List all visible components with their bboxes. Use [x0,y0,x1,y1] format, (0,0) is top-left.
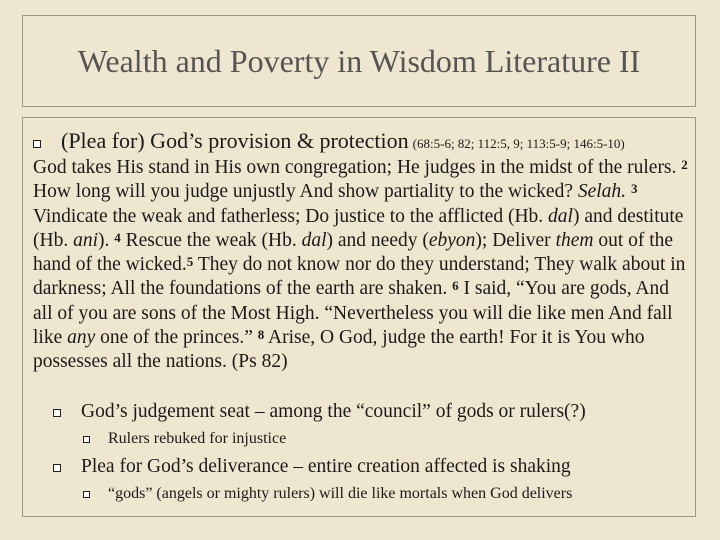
psalm-text: How long will you judge unjustly And show partiality to the wicked? [33,181,578,203]
psalm-text: ) and destitute (Hb. [33,205,684,251]
sub-bullet-text: Rulers rebuked for injustice [108,430,287,447]
psalm-text-italic: dal [301,229,327,251]
verse-number: 6 [452,278,459,294]
content-box [22,117,696,517]
slide-title: Wealth and Poverty in Wisdom Literature II [77,42,641,79]
psalm-text: ). [98,229,115,251]
sub-bullet-rulers [83,430,286,448]
psalm-text: I said, “You are gods, And all of you are sons of the Most High. “Nevertheless you will die like men And fall like [33,278,673,349]
psalm-text-italic: ebyon [428,229,476,251]
psalm-text-italic: ani [73,229,98,251]
verse-number: 4 [114,229,121,245]
heading-text: (Plea for) God’s provision & protection [61,128,409,153]
psalm-text: Arise, O God, judge the earth! For it is You who possesses all the nations. (Ps 82) [33,327,645,373]
heading-refs: (68:5-6; 82; 112:5, 9; 113:5-9; 146:5-10) [412,136,625,151]
verse-number: 2 [681,157,688,172]
psalm-text-italic: Selah. [577,181,627,203]
bullet-text: God’s judgement seat – among the “council” of gods or rulers(?) [81,401,586,422]
verse-number: 8 [257,327,265,343]
psalm-text: out of the hand of the wicked. [33,229,674,276]
verse-number: 3 [630,181,638,197]
psalm-text: Rescue the weak (Hb. [120,229,302,251]
sub-bullet-gods [83,485,572,503]
psalm-paragraph [33,156,693,375]
square-bullet-icon [53,464,61,472]
sub-bullet-text: “gods” (angels or mighty rulers) will die like mortals when God delivers [108,485,573,502]
psalm-text-italic: them [555,229,594,251]
square-bullet-icon [83,491,90,498]
square-bullet-icon [33,140,41,148]
psalm-text-italic: dal [548,205,573,227]
psalm-text: They do not know nor do they understand; They walk about in darkness; All the foundations of the earth are shaken. [33,254,686,300]
psalm-text-italic: any [67,327,96,349]
psalm-text: one of the princes.” [95,327,258,349]
psalm-text: ); Deliver [475,229,556,251]
square-bullet-icon [83,436,90,443]
bullet-deliverance [53,456,571,478]
bullet-text: Plea for God’s deliverance – entire creation affected is shaking [81,456,571,477]
verse-number: 5 [186,254,194,270]
psalm-text: ) and needy ( [326,229,429,251]
heading-row [33,128,625,154]
title-box [22,15,696,107]
bullet-council [53,401,586,423]
psalm-text: Vindicate the weak and fatherless; Do justice to the afflicted (Hb. [33,205,549,227]
square-bullet-icon [53,409,61,417]
psalm-text: God takes His stand in His own congregation; He judges in the midst of the rulers. [33,157,682,178]
